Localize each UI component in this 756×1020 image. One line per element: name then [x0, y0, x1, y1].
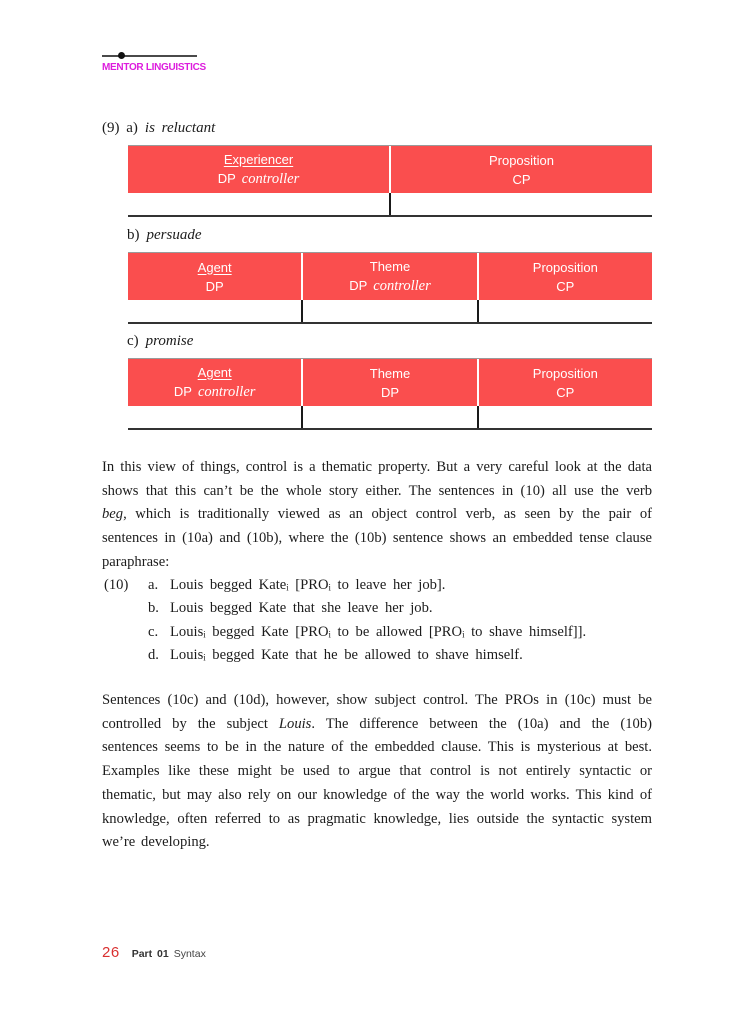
item-sentence: Louis begged Kateᵢ [PROᵢ to leave her job].	[170, 577, 446, 593]
controller-note: controller	[197, 383, 256, 400]
empty-cell	[301, 406, 476, 428]
theta-cell-proposition	[389, 146, 652, 193]
theta-cell-proposition	[477, 253, 652, 300]
example-10-item-a	[104, 574, 586, 597]
theta-role-label: Theme	[369, 365, 411, 381]
theta-table-a	[128, 145, 652, 217]
item-sentence: Louisᵢ begged Kate that he be allowed to shave himself.	[170, 647, 523, 664]
empty-cell	[389, 193, 652, 215]
theta-cell-theme	[301, 359, 476, 406]
item-label: c.	[148, 623, 159, 640]
theta-table-a-empty-row	[128, 193, 652, 217]
item-sentence: Louis begged Kate that she leave her job.	[170, 600, 433, 617]
item-label: d.	[148, 647, 159, 664]
theta-cell-theme	[301, 253, 476, 300]
theta-role-label: Proposition	[488, 152, 555, 168]
theta-role-label: Theme	[369, 258, 411, 274]
item-sentence: Louisᵢ begged Kate [PROᵢ to be allowed [PROᵢ to shave himself]].	[170, 623, 587, 640]
theta-role-label: Proposition	[532, 365, 598, 381]
category-label: DP	[173, 383, 192, 399]
category-label: DP	[205, 278, 224, 294]
footer-part-label: Part 01	[131, 948, 169, 960]
example-10-number-spacer	[104, 597, 148, 620]
category-label: DP	[217, 170, 236, 186]
footer-section-label: Syntax	[173, 948, 206, 960]
example-9b-verb: persuade	[146, 227, 202, 243]
category-label: CP	[512, 171, 531, 187]
theta-cell-proposition	[477, 359, 652, 406]
theta-cell-agent	[128, 359, 301, 406]
category-line	[512, 173, 530, 186]
theta-table-b-header	[128, 252, 652, 300]
body-paragraph-2: Sentences (10c) and (10d), however, show subject control. The PROs in (10c) must be controlled by the subject Louis. The difference between the (10a) and the (10b) sentences seems to be in the nature of the embedded clause. This is mysterious at best. Examples like these might be used to argue that control is not entirely syntactic or thematic, but may also rely on our knowledge of the way the world works. This kind of knowledge, often referred to as pragmatic knowledge, lies outside the syntactic system we’re developing.	[102, 692, 652, 851]
theta-role-label: Agent	[197, 259, 232, 275]
theta-table-c-header	[128, 358, 652, 406]
controller-note: controller	[241, 170, 300, 187]
category-line	[556, 386, 574, 399]
category-line	[206, 280, 224, 293]
category-label: CP	[556, 278, 575, 294]
brand-logo	[102, 55, 206, 73]
example-9a-prefix: (9) a)	[102, 120, 138, 136]
theta-role-label: Proposition	[532, 259, 598, 275]
example-10-block	[104, 574, 586, 668]
page-number: 26	[102, 944, 120, 961]
bullet-dot-icon	[118, 52, 125, 59]
item-label: b.	[148, 600, 159, 617]
brand-name: MENTOR LINGUISTICS	[102, 62, 206, 73]
category-label: DP	[349, 277, 368, 293]
brand-rule	[102, 55, 197, 57]
category-label: CP	[556, 384, 575, 400]
example-9b-label	[127, 227, 202, 244]
theta-table-b-empty-row	[128, 300, 652, 324]
example-10-number-spacer	[104, 621, 148, 644]
theta-table-a-header	[128, 145, 652, 193]
example-10-item-b	[104, 597, 586, 620]
item-label: a.	[148, 577, 159, 593]
category-line	[381, 386, 399, 399]
empty-cell	[477, 300, 652, 322]
theta-cell-agent	[128, 253, 301, 300]
empty-cell	[128, 300, 301, 322]
empty-cell	[477, 406, 652, 428]
example-9a-label	[102, 120, 215, 137]
page-footer	[102, 944, 206, 961]
example-9c-prefix: c)	[127, 333, 139, 349]
example-9c-verb: promise	[145, 333, 194, 349]
example-10-number: (10)	[104, 577, 129, 593]
example-10-item-c	[104, 621, 586, 644]
category-line	[349, 279, 431, 294]
example-10-item-d	[104, 644, 586, 667]
category-label: DP	[380, 384, 400, 400]
example-9a-verb: is reluctant	[144, 120, 216, 136]
theta-table-c	[128, 358, 652, 430]
body-paragraph-1: In this view of things, control is a thematic property. But a very careful look at the data shows that this can’t be the whole story either. The sentences in (10) all use the verb beg, which is traditionally viewed as an object control verb, as seen by the pair of sentences in (10a) and (10b), where the (10b) sentence shows an embedded tense clause paraphrase:	[102, 459, 652, 570]
example-9b-prefix: b)	[127, 227, 140, 243]
category-line	[556, 280, 574, 293]
theta-cell-experiencer	[128, 146, 389, 193]
theta-role-label: Agent	[197, 364, 232, 380]
theta-role-label: Experiencer	[223, 151, 294, 167]
theta-table-b	[128, 252, 652, 324]
category-line	[174, 385, 256, 400]
example-10-number-spacer	[104, 644, 148, 667]
category-line	[218, 172, 300, 187]
example-9c-label	[127, 333, 193, 350]
empty-cell	[128, 406, 301, 428]
empty-cell	[301, 300, 476, 322]
controller-note: controller	[373, 277, 431, 294]
empty-cell	[128, 193, 389, 215]
theta-table-c-empty-row	[128, 406, 652, 430]
